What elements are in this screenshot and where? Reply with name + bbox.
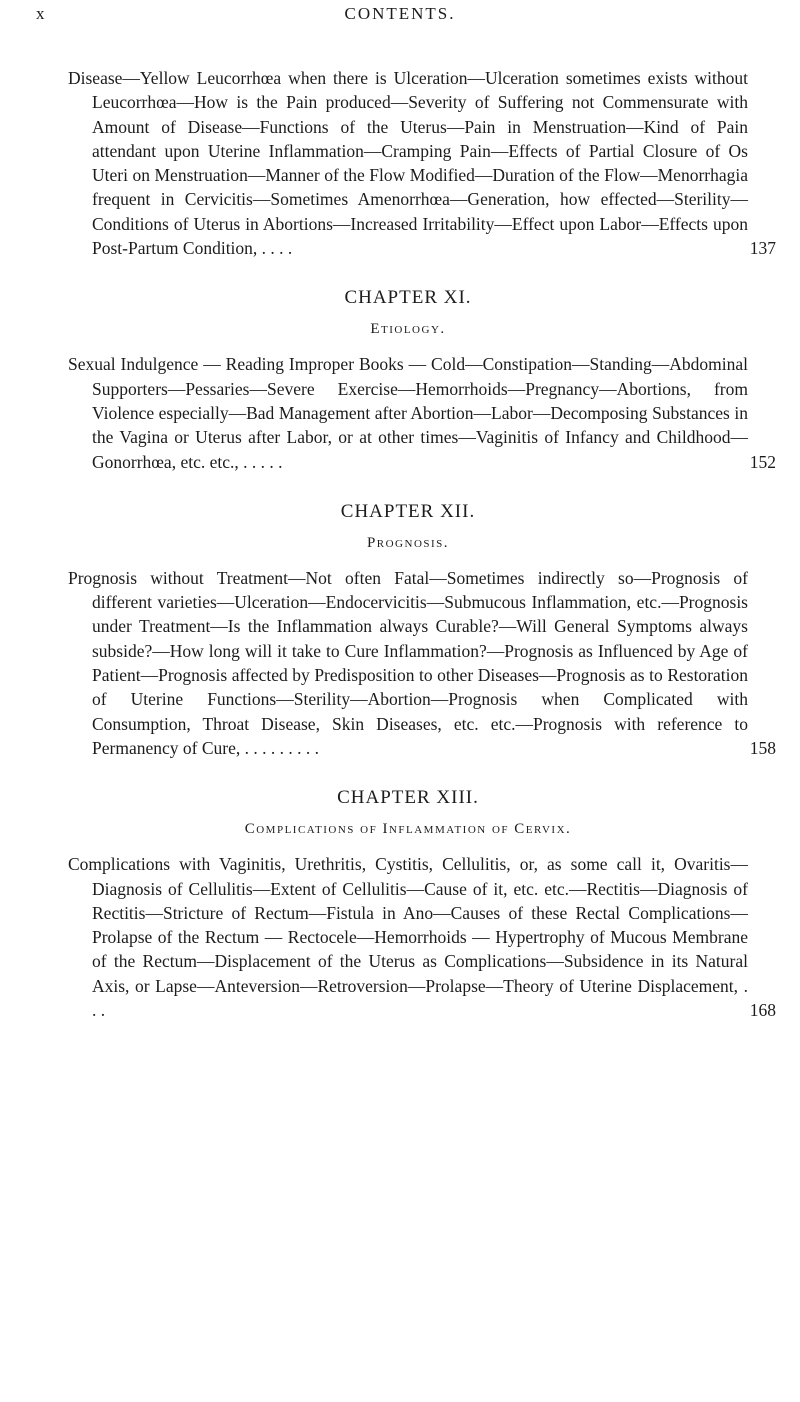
page-number: 168 <box>749 1000 776 1021</box>
leader-dots: . . . <box>92 975 748 1021</box>
contents-entry <box>68 852 776 1022</box>
page-number: 137 <box>749 238 776 259</box>
page-number: 158 <box>749 737 776 758</box>
chapter-heading: CHAPTER XIII. <box>337 787 479 809</box>
leader-dots: . . . . . <box>238 451 283 472</box>
contents-body <box>68 66 776 1022</box>
leader-dots: . . . . . . . . . <box>240 737 319 758</box>
contents-entry <box>68 66 776 260</box>
entry-text: Prognosis without Treatment—Not often Fatal—Sometimes indirectly so—Prognosis of different varieties—Ulceration—Endocervicitis—Submucous Inflammation, etc.—Prognosis under Treatment—Is the Inflammation always Curable?—Will General Symptoms always subside?—How long will it take to Cure Inflammation?—Prognosis as Influenced by Age of Patient—Prognosis affected by Predisposition to other Diseases—Prognosis as to Restoration of Uterine Functions—Sterility—Abortion—Prognosis when Complicated with Consumption, Throat Disease, Skin Diseases, etc. etc.—Prognosis with reference to Permanency of Cure, <box>68 567 748 758</box>
chapter-subtitle: Prognosis. <box>366 534 450 551</box>
chapter-heading: CHAPTER XI. <box>344 287 472 309</box>
contents-entry <box>68 352 776 473</box>
chapter-subtitle: Etiology. <box>370 321 446 338</box>
entry-text: Sexual Indulgence — Reading Improper Books — Cold—Constipation—Standing—Abdominal Supporters—Pessaries—Severe Exercise—Hemorrhoids—Pregnancy—Abortions, from Violence especially—Bad Management after Abortion—Labor—Decomposing Substances in the Vagina or Uterus after Labor, or at other times—Vaginitis of Infancy and Childhood—Gonorrhœa, etc. etc., <box>68 354 748 472</box>
chapter-subtitle: Complications of Inflammation of Cervix. <box>244 821 572 838</box>
chapter-heading: CHAPTER XII. <box>340 500 476 522</box>
page-number: 152 <box>749 451 776 472</box>
entry-text: Complications with Vaginitis, Urethritis, Cystitis, Cellulitis, or, as some call it, Ovaritis—Diagnosis of Cellulitis—Extent of Cellulitis—Cause of it, etc. etc.—Rectitis—Diagnosis of Rectitis—Stricture of Rectum—Fistula in Ano—Causes of these Rectal Complications—Prolapse of the Rectum — Rectocele—Hemorrhoids — Hypertrophy of Mucous Membrane of the Rectum—Displacement of the Uterus as Complications—Subsidence in its Natural Axis, or Lapse—Anteversion—Retroversion—Prolapse—Theory of Uterine Displacement, <box>68 854 748 996</box>
entry-text: Disease—Yellow Leucorrhœa when there is Ulceration—Ulceration sometimes exists without Leucorrhœa—How is the Pain produced—Severity of Suffering not Commensurate with Amount of Disease—Functions of the Uterus—Pain in Menstruation—Kind of Pain attendant upon Uterine Inflammation—Cramping Pain—Effects of Partial Closure of Os Uteri on Menstruation—Manner of the Flow Modified—Duration of the Flow—Menorrhagia frequent in Cervicitis—Sometimes Amenorrhœa—Generation, how effected—Sterility—Conditions of Uterus in Abortions—Increased Irritability—Effect upon Labor—Effects upon Post-Partum Condition, <box>68 68 748 259</box>
leader-dots: . . . . <box>257 238 293 259</box>
contents-entry <box>68 566 776 760</box>
page-folio: x <box>36 4 46 23</box>
page-title: CONTENTS. <box>344 4 456 23</box>
running-head <box>0 4 800 28</box>
